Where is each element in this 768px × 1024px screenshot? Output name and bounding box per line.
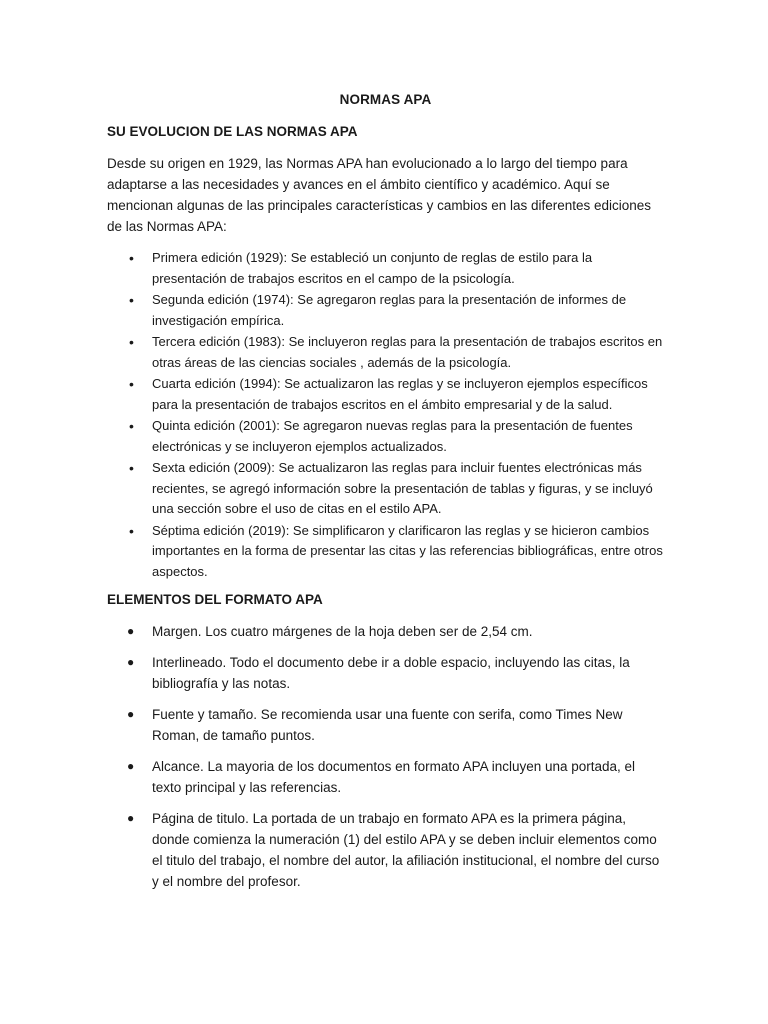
list-item (129, 416, 664, 457)
document-title: NORMAS APA (339, 92, 432, 107)
list-item-text: Fuente y tamaño. Se recomienda usar una fuente con serifa, como Times New Roman, de tamaño puntos. (152, 707, 623, 743)
list-item (127, 704, 664, 746)
list-item-text: Séptima edición (2019): Se simplificaron y clarificaron las reglas y se hicieron cambios importantes en la forma de presentar las citas y las referencias bibliográficas, entre otros aspectos. (152, 522, 663, 579)
section-heading-evolucion: SU EVOLUCION DE LAS NORMAS APA (107, 124, 358, 139)
list-item (129, 374, 664, 415)
list-item-text: Segunda edición (1974): Se agregaron reglas para la presentación de informes de investigación empírica. (152, 292, 627, 328)
list-item-text: Página de titulo. La portada de un trabajo en formato APA es la primera página, donde comienza la numeración (1) del estilo APA y se deben incluir elementos como el titulo del trabajo, el nombre del autor, la afiliación institucional, el nombre del curso y el nombre del profesor. (152, 811, 660, 889)
list-item (127, 808, 664, 892)
list-item-text: Cuarta edición (1994): Se actualizaron las reglas y se incluyeron ejemplos específicos para la presentación de trabajos escritos en el ámbito empresarial y de la salud. (152, 376, 648, 412)
bullet-icon: • (129, 522, 134, 539)
bullet-icon: • (129, 460, 134, 476)
list-item-text: Sexta edición (2009): Se actualizaron las reglas para incluir fuentes electrónicas más recientes, se agregó información sobre la presentación de tablas y figuras, y se incluyó una sección sobre el uso de citas en el estilo APA. (152, 460, 653, 516)
bullet-icon: • (129, 418, 134, 434)
list-item (127, 652, 664, 694)
editions-list (107, 248, 664, 582)
elements-list (107, 621, 664, 892)
list-item (129, 458, 664, 520)
bullet-icon: ● (127, 707, 135, 721)
list-item-text: Tercera edición (1983): Se incluyeron reglas para la presentación de trabajos escritos en otras áreas de las ciencias sociales , además de la psicología. (152, 334, 663, 370)
bullet-icon: • (129, 292, 134, 308)
list-item (129, 290, 664, 331)
intro-paragraph: Desde su origen en 1929, las Normas APA han evolucionado a lo largo del tiempo para adaptarse a las necesidades y avances en el ámbito científico y académico. Aquí se mencionan algunas de las principales características y cambios en las diferentes ediciones de las Normas APA: (107, 156, 652, 234)
list-item (129, 332, 664, 373)
list-item (127, 621, 664, 642)
section-heading-elementos: ELEMENTOS DEL FORMATO APA (107, 592, 323, 607)
bullet-icon: ● (127, 759, 135, 773)
bullet-icon: ● (127, 624, 135, 638)
bullet-icon: • (129, 250, 134, 266)
bullet-icon: ● (127, 811, 135, 825)
bullet-icon: • (129, 334, 134, 350)
list-item (129, 248, 664, 289)
list-item (127, 756, 664, 798)
list-item (129, 521, 664, 583)
list-item-text: Quinta edición (2001): Se agregaron nuevas reglas para la presentación de fuentes electrónicas y se incluyeron ejemplos actualizados. (152, 418, 633, 454)
list-item-text: Interlineado. Todo el documento debe ir a doble espacio, incluyendo las citas, la bibliografía y las notas. (152, 655, 630, 691)
list-item-text: Primera edición (1929): Se estableció un conjunto de reglas de estilo para la presentación de trabajos escritos en el campo de la psicología. (152, 250, 593, 286)
bullet-icon: ● (127, 655, 135, 669)
list-item-text: Margen. Los cuatro márgenes de la hoja deben ser de 2,54 cm. (152, 624, 533, 639)
list-item-text: Alcance. La mayoria de los documentos en formato APA incluyen una portada, el texto principal y las referencias. (152, 759, 636, 795)
bullet-icon: • (129, 376, 134, 392)
